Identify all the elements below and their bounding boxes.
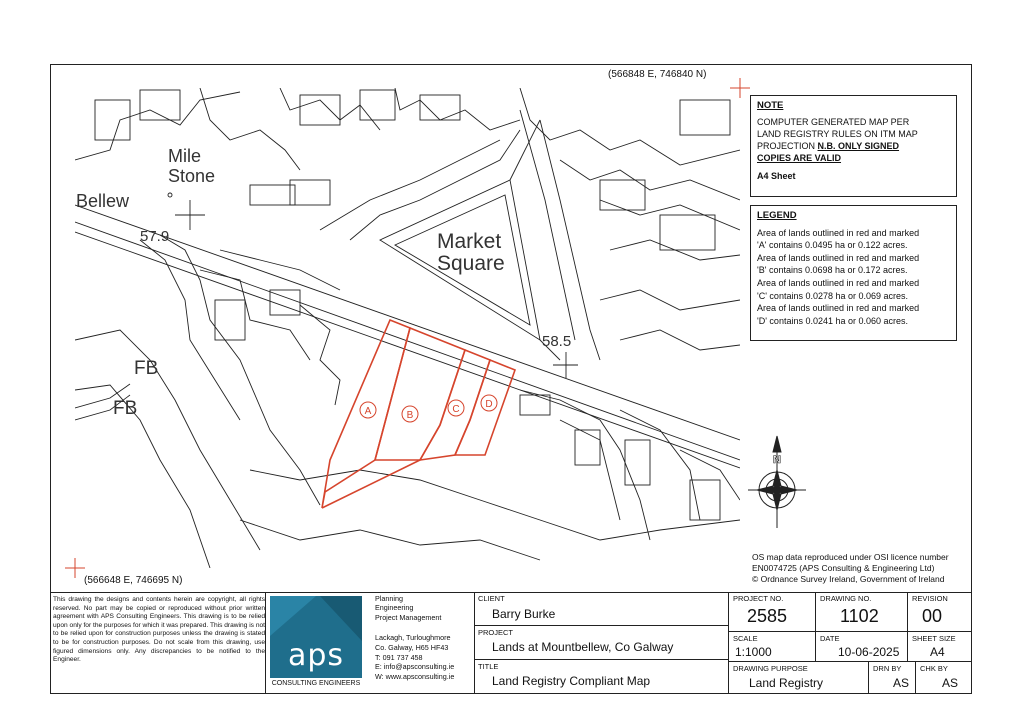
project-cell: [474, 626, 729, 660]
legend-line: Area of lands outlined in red and marked: [757, 277, 920, 288]
legend-line: 'B' contains 0.0698 ha or 0.172 acres.: [757, 265, 908, 276]
plot-label-a: A: [364, 406, 372, 417]
osi-line-1: OS map data reproduced under OSI licence number: [752, 552, 949, 562]
chk-cell: [916, 662, 972, 694]
project-label: PROJECT: [478, 628, 514, 637]
sheet-size-value: A4: [930, 645, 945, 659]
drn-value: AS: [893, 676, 910, 690]
legend-line: Area of lands outlined in red and marked: [757, 252, 920, 263]
note-signed-warning-2: COPIES ARE VALID: [757, 153, 842, 163]
project-no-cell: [729, 592, 816, 632]
client-cell: [474, 592, 729, 626]
map-label-mile: Mile: [168, 146, 202, 166]
legend-line: Area of lands outlined in red and marked: [757, 227, 920, 238]
company-address-1: Lackagh, Turloughmore: [375, 633, 451, 642]
map-label-fb-1: FB: [134, 358, 159, 379]
aps-tagline: CONSULTING ENGINEERS: [271, 680, 361, 687]
project-no-value: 2585: [747, 606, 788, 626]
company-services: [375, 594, 475, 622]
map-label-market: Market: [437, 230, 502, 253]
company-website[interactable]: W: www.apsconsulting.ie: [375, 672, 455, 682]
client-value: Barry Burke: [492, 607, 556, 621]
aps-logo-text: aps: [287, 638, 345, 673]
date-label: DATE: [820, 634, 840, 643]
note-signed-warning-1: N.B. ONLY SIGNED: [817, 141, 900, 151]
revision-value: 00: [922, 606, 943, 626]
company-phone: T: 091 737 458: [375, 652, 423, 662]
chk-value: AS: [942, 676, 959, 690]
revision-label: REVISION: [912, 594, 948, 603]
legend-line: 'C' contains 0.0278 ha or 0.069 acres.: [757, 290, 909, 301]
osi-line-3: © Ordnance Survey Ireland, Government of Ireland: [752, 574, 945, 584]
plot-label-c: C: [452, 404, 460, 415]
scale-value: 1:1000: [735, 645, 772, 659]
company-contact: [375, 633, 475, 682]
aps-logo-mark: [270, 596, 362, 678]
note-line-1: COMPUTER GENERATED MAP PER: [757, 117, 910, 127]
date-cell: [816, 632, 908, 662]
drawing-no-cell: [816, 592, 908, 632]
legend-title: LEGEND: [757, 210, 797, 221]
map-label-square: Square: [437, 252, 505, 275]
note-line-4: [757, 152, 950, 164]
purpose-value: Land Registry: [749, 676, 824, 690]
plot-label-d: D: [485, 399, 493, 410]
aps-logo: [270, 596, 362, 690]
revision-cell: [908, 592, 972, 632]
company-address-2: Co. Galway, H65 HF43: [375, 642, 449, 652]
copyright-disclaimer: This drawing the designs and contents herein are copyright, all rights reserved. No part may be copied or reproduced without prior written agreement with APS Consulting Engineers. This drawing is to be relied upon only for the purposes for which it was prepared. This drawing is not to be relied upon for construction purposes unless the drawing is stated to be for construction purposes. Do not scale from this drawing, use figured dimensions only. Any discrepancies to be notified to the Engineer.: [53, 596, 265, 664]
map-label-fb-2: FB: [113, 398, 138, 419]
note-line-2: LAND REGISTRY RULES ON ITM MAP: [757, 129, 918, 139]
date-value: 10-06-2025: [838, 645, 900, 659]
note-line-3: [757, 140, 950, 152]
plot-label-b: B: [406, 410, 414, 421]
osi-licence: [752, 552, 967, 585]
top-right-coordinate: (566848 E, 746840 N): [608, 69, 707, 80]
drawing-title-value: Land Registry Compliant Map: [492, 674, 651, 688]
drn-cell: [869, 662, 916, 694]
legend-box: [750, 205, 957, 341]
note-line-3-prefix: PROJECTION: [757, 141, 818, 151]
note-box: [750, 95, 957, 197]
bottom-left-coordinate: (566648 E, 746695 N): [84, 575, 183, 586]
legend-line: 'D' contains 0.0241 ha or 0.060 acres.: [757, 315, 909, 326]
map-label-level-57-9: 57.9: [140, 228, 170, 245]
project-no-label: PROJECT NO.: [733, 594, 784, 603]
compass-north-label: N: [773, 454, 781, 466]
company-email[interactable]: E: info@apsconsulting.ie: [375, 662, 455, 672]
sheet-size-label: SHEET SIZE: [912, 634, 956, 643]
service-item: Project Management: [375, 612, 442, 622]
plot-b-outline: [375, 328, 465, 460]
scale-cell: [729, 632, 816, 662]
note-sheet-size: A4 Sheet: [757, 171, 796, 181]
title-divider-1: [265, 592, 266, 694]
service-item: Planning: [375, 594, 403, 603]
map-label-level-58-5: 58.5: [542, 333, 572, 350]
map-label-stone: Stone: [168, 166, 216, 186]
scale-label: SCALE: [733, 634, 758, 643]
drawing-no-value: 1102: [840, 606, 879, 626]
map-label-bellew: Bellew: [76, 191, 130, 211]
project-value: Lands at Mountbellew, Co Galway: [492, 640, 674, 654]
drawing-title-cell: [474, 660, 729, 694]
client-label: CLIENT: [478, 594, 505, 603]
drawing-title-label: TITLE: [478, 662, 499, 671]
purpose-label: DRAWING PURPOSE: [733, 664, 808, 673]
note-title: NOTE: [757, 100, 784, 111]
purpose-cell: [729, 662, 869, 694]
legend-line: Area of lands outlined in red and marked: [757, 303, 920, 314]
chk-label: CHK BY: [920, 664, 948, 673]
sheet-size-cell: [908, 632, 972, 662]
legend-line: 'A' contains 0.0495 ha or 0.122 acres.: [757, 240, 908, 251]
drawing-no-label: DRAWING NO.: [820, 594, 872, 603]
service-item: Engineering: [375, 603, 414, 613]
osi-line-2: EN0074725 (APS Consulting & Engineering Ltd): [752, 563, 935, 573]
north-arrow-icon: [748, 436, 806, 528]
drn-label: DRN BY: [873, 664, 902, 673]
